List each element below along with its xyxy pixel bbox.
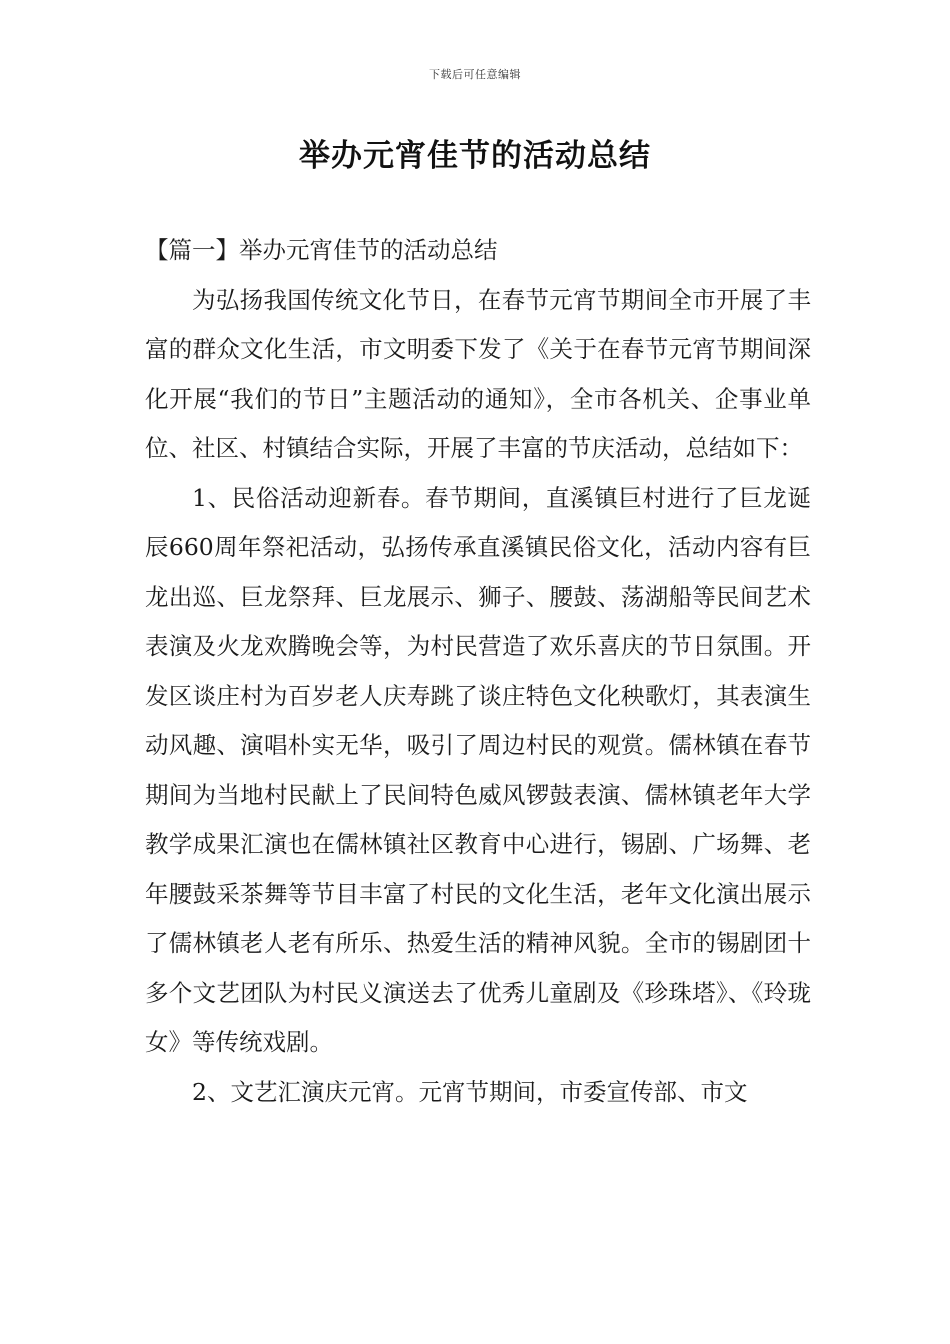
paragraph-item-2: 2、文艺汇演庆元宵。元宵节期间，市委宣传部、市文 [192,1077,748,1106]
section-heading: 【篇一】举办元宵佳节的活动总结 [145,236,498,264]
header-note: 下载后可任意编辑 [429,68,521,81]
paragraph-intro: 为弘扬我国传统文化节日，在春节元宵节期间全市开展了丰富的群众文化生活，市文明委下发了《关于在春节元宵节期间深化开展“我们的节日”主题活动的通知》，全市各机关、企事业单位、社区、村镇结合实际，开展了丰富的节庆活动，总结如下： [145,285,811,462]
paragraph-item-1: 1、民俗活动迎新春。春节期间，直溪镇巨村进行了巨龙诞辰660周年祭祀活动，弘扬传承直溪镇民俗文化，活动内容有巨龙出巡、巨龙祭拜、巨龙展示、狮子、腰鼓、荡湖船等民间艺术表演及火龙欢腾晚会等，为村民营造了欢乐喜庆的节日氛围。开发区谈庄村为百岁老人庆寿跳了谈庄特色文化秧歌灯，其表演生动风趣、演唱朴实无华，吸引了周边村民的观赏。儒林镇在春节期间为当地村民献上了民间特色威风锣鼓表演、儒林镇老年大学教学成果汇演也在儒林镇社区教育中心进行，锡剧、广场舞、老年腰鼓采茶舞等节目丰富了村民的文化生活，老年文化演出展示了儒林镇老人老有所乐、热爱生活的精神风貌。全市的锡剧团十多个文艺团队为村民义演送去了优秀儿童剧及《珍珠塔》、《玲珑女》等传统戏剧。 [145,483,811,1056]
document-body [145,226,811,1117]
page-title: 举办元宵佳节的活动总结 [299,138,651,174]
